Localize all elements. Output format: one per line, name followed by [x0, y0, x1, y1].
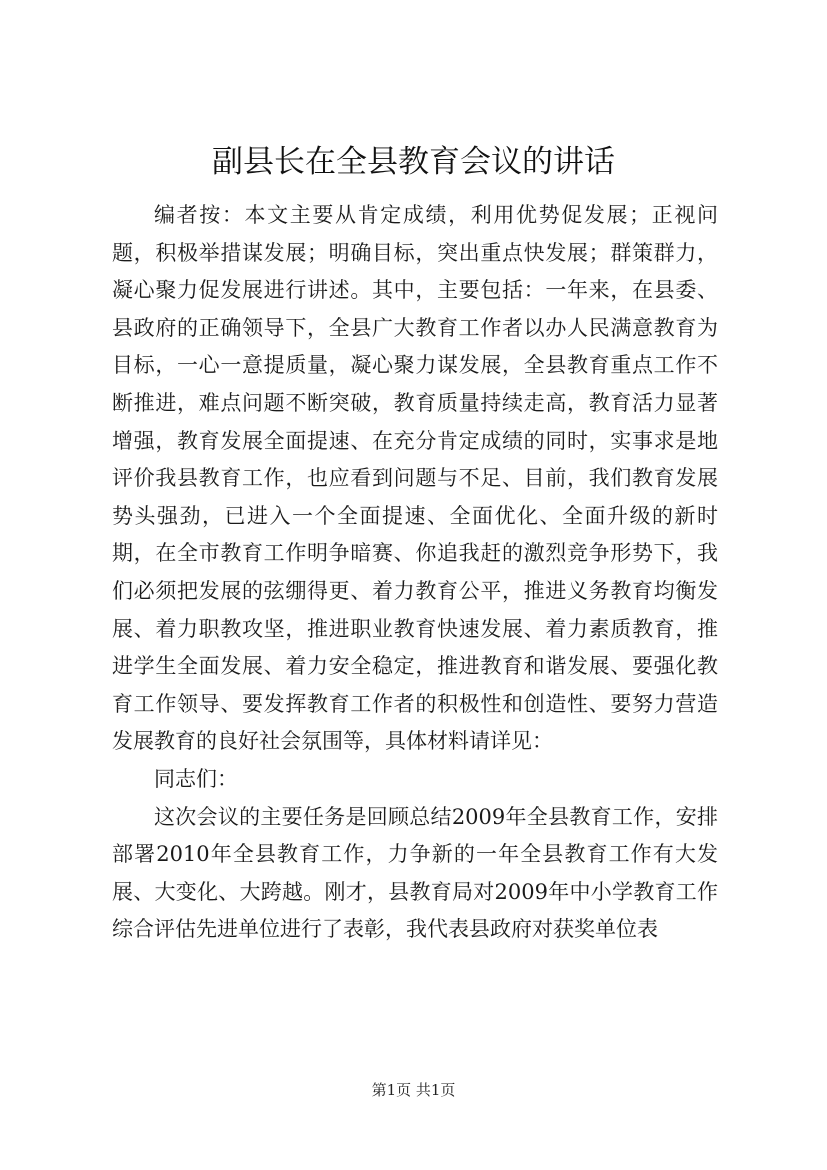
salutation-paragraph: 同志们：: [154, 766, 238, 791]
speech-paragraph: 这次会议的主要任务是回顾总结2009年全县教育工作，安排部署2010年全县教育工作，力争新的一年全县教育工作有大发展、大变化、大跨越。刚才，县教育局对2009年中小学教育工作综合评估先进单位进行了表彰，我代表县政府对获奖单位表: [112, 804, 718, 942]
document-title: 副县长在全县教育会议的讲话: [212, 144, 615, 180]
page-number-label: 第1页 共1页: [371, 1081, 456, 1099]
page-footer: [0, 1080, 827, 1100]
editor-note-paragraph: 编者按：本文主要从肯定成绩，利用优势促发展；正视问题，积极举措谋发展；明确目标，突出重点快发展；群策群力，凝心聚力促发展进行讲述。其中，主要包括：一年来，在县委、县政府的正确领导下，全县广大教育工作者以办人民满意教育为目标，一心一意提质量，凝心聚力谋发展，全县教育重点工作不断推进，难点问题不断突破，教育质量持续走高，教育活力显著增强，教育发展全面提速、在充分肯定成绩的同时，实事求是地评价我县教育工作，也应看到问题与不足、目前，我们教育发展势头强劲，已进入一个全面提速、全面优化、全面升级的新时期，在全市教育工作明争暗赛、你追我赶的激烈竞争形势下，我们必须把发展的弦绷得更、着力教育公平，推进义务教育均衡发展、着力职教攻坚，推进职业教育快速发展、着力素质教育，推进学生全面发展、着力安全稳定，推进教育和谐发展、要强化教育工作领导、要发挥教育工作者的积极性和创造性、要努力营造发展教育的良好社会氛围等，具体材料请详见：: [112, 203, 718, 754]
document-body: [112, 197, 718, 949]
